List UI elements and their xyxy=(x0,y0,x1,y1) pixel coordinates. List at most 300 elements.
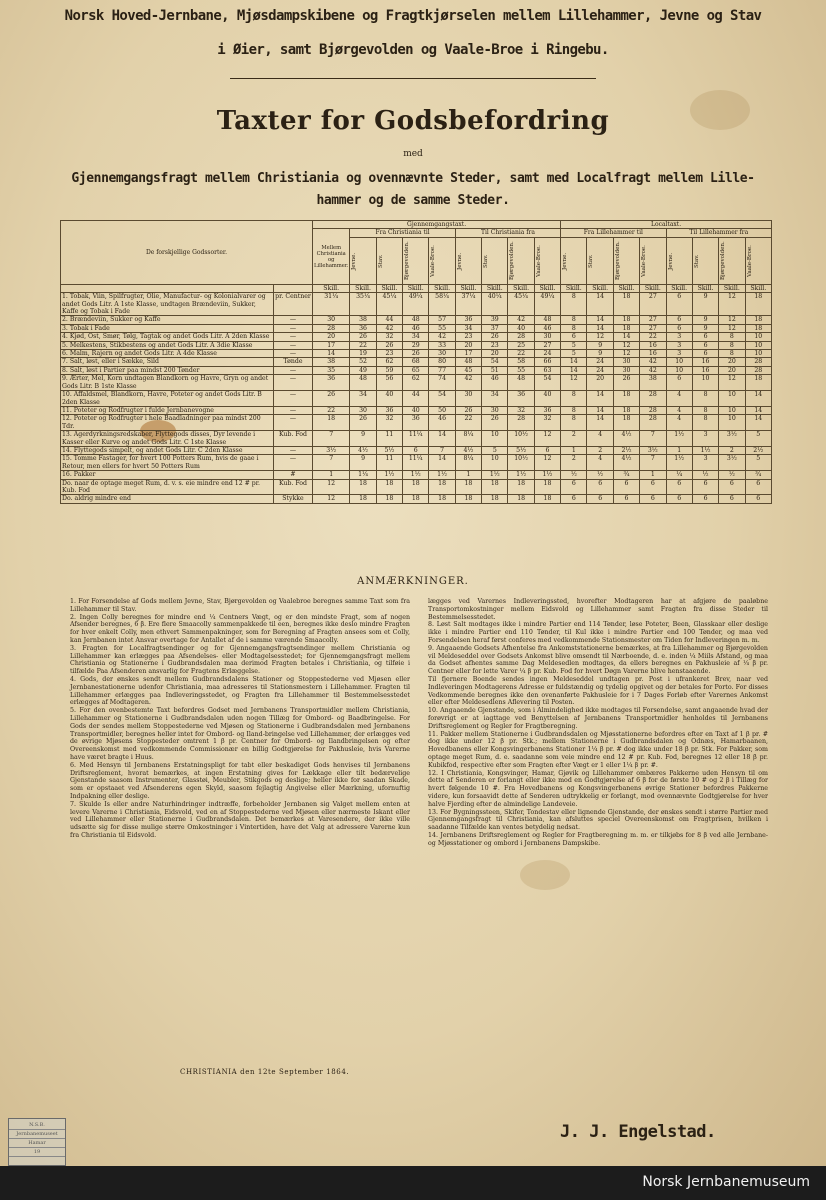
place-header xyxy=(429,237,455,284)
rate-cell: 6 xyxy=(692,341,718,349)
rate-cell: 24 xyxy=(587,358,613,366)
rate-cell: 18 xyxy=(534,479,560,495)
rate-cell: 9 xyxy=(587,350,613,358)
rate-cell: 14 xyxy=(587,415,613,431)
date-line: CHRISTIANIA den 12te September 1864. xyxy=(180,1068,350,1076)
place-label: Bjørgevolden. xyxy=(720,241,727,281)
header-line-1: Norsk Hoved-Jernbane, Mjøsdampskibene og Fragtkjørselen mellem Lillehammer, Jevne og Stav xyxy=(64,8,762,24)
remark-paragraph: 3. Fragten for Localfragtsendinger og for Gjennemgangsfragtsendinger mellem Christiania og Lillehammer kan erlægges paa Afsendelses- eller Modtagelsesstedet; for Gjennemgangsfragt mellem Christiania og Stationerne i Gudbrandsdalen maa derimod Fragten betales i Christiania, og tilføie i tilfælde Paa Afsenderen ansvarlig for Fragtens Erlæggelse. xyxy=(70,644,410,676)
rate-cell: 7 xyxy=(313,431,350,447)
rate-cell: 62 xyxy=(376,358,402,366)
rate-cell: 17 xyxy=(455,350,481,358)
rate-cell: 55 xyxy=(508,366,534,374)
rate-cell: 18 xyxy=(429,495,455,503)
rate-cell: 7 xyxy=(313,455,350,471)
goods-description: Do. aldrig mindre end xyxy=(61,495,274,503)
table-row xyxy=(61,341,772,349)
rate-cell: 6 xyxy=(745,495,771,503)
rate-cell: 8 xyxy=(561,391,587,407)
unit-cell: Skill. xyxy=(666,284,692,292)
rate-cell: 4 xyxy=(587,455,613,471)
rate-cell: 22 xyxy=(455,415,481,431)
rate-cell: 32 xyxy=(508,406,534,414)
rate-cell: 40 xyxy=(376,391,402,407)
rate-cell: 18 xyxy=(403,479,429,495)
rate-cell: 1½ xyxy=(403,471,429,479)
rate-cell: 48 xyxy=(350,375,376,391)
rate-cell: 39 xyxy=(482,316,508,324)
rate-cell: 4 xyxy=(666,406,692,414)
rate-cell: 38 xyxy=(313,358,350,366)
rate-cell: 16 xyxy=(692,358,718,366)
remark-paragraph: 5. For den ovenbestemte Taxt befordres Godset med Jernbanens Transportmidler mellem Christiania, Lillehammer og Stationerne i Gudbrandsdalen uden nogen Tillæg for Ombord- og Baadbringelse. For Gods der sendes mellem Stoppestederne ved Mjøsen og Stationerne i Gudbrandsdalen med Jernbanens Transportmidler, beregnes heller intet for Ombord- og Iland-bringelse ved Lillehammer, der erlægges ved de øvrige Mjøsens Stoppesteder omtrent 1 β pr. Centner for Ombord- og Ilandbringelsen og efter Overeenskomst med vedkommende Commissionær en billig Godtgjørelse for Pakhusleie, hvis Varerne have været bragte i Huus. xyxy=(70,707,410,761)
rate-cell: 8 xyxy=(692,406,718,414)
rate-cell: 45¼ xyxy=(508,293,534,316)
rate-cell: 14 xyxy=(587,391,613,407)
place-header xyxy=(508,237,534,284)
rate-cell: 18 xyxy=(745,316,771,324)
tariff-table xyxy=(60,220,772,504)
rate-cell: 10 xyxy=(482,455,508,471)
unit-cell: Skill. xyxy=(455,284,481,292)
table-row xyxy=(61,350,772,358)
rate-cell: 12 xyxy=(534,431,560,447)
remark-paragraph: 10. Angaaende Gjenstande, som i Almindelighed ikke modtages til Forsendelse, samt angaaende hvad der forøvrigt er at iagttage ved Benyttelsen af Jernbanens Transportmidler henholdes til Jernbanens Driftsreglement og Regler for Fragtberegning. xyxy=(428,707,768,730)
rate-cell: 1½ xyxy=(508,471,534,479)
goods-description: 3. Tobak i Fade xyxy=(61,324,274,332)
rate-cell: 22 xyxy=(313,406,350,414)
place-label: Jevne. xyxy=(456,252,463,270)
rate-cell: 9 xyxy=(350,431,376,447)
table-row xyxy=(61,431,772,447)
poster-title: Taxter for Godsbefordring xyxy=(216,106,610,136)
rate-cell: 46 xyxy=(534,324,560,332)
rate-cell: 34 xyxy=(482,391,508,407)
rate-cell: 5½ xyxy=(508,446,534,454)
rate-cell: 14 xyxy=(745,406,771,414)
rate-cell: 32 xyxy=(534,415,560,431)
rate-cell: 1 xyxy=(313,471,350,479)
goods-description: 15. Tomme Fastager, for hvert 100 Potters Rum, hvis de gaae i Retour, men ellers for hvert 50 Potters Rum xyxy=(61,455,274,471)
place-label: Stav. xyxy=(693,254,700,268)
rate-cell: 10 xyxy=(482,431,508,447)
rate-cell: 6 xyxy=(666,324,692,332)
rate-cell: 12 xyxy=(613,341,639,349)
rate-cell: 6 xyxy=(692,350,718,358)
rate-cell: 10 xyxy=(745,333,771,341)
rate-cell: 46 xyxy=(403,324,429,332)
rate-cell: 12 xyxy=(719,375,745,391)
rate-cell: 63 xyxy=(534,366,560,374)
rate-cell: ¾ xyxy=(613,471,639,479)
table-row xyxy=(61,479,772,495)
rate-cell: 5 xyxy=(561,350,587,358)
stain-mark xyxy=(520,860,570,890)
rate-cell: 26 xyxy=(350,415,376,431)
rate-cell: 12 xyxy=(613,350,639,358)
table-row xyxy=(61,293,772,316)
remark-paragraph: 4. Gods, der ønskes sendt mellem Gudbrandsdalens Stationer og Stoppestederne ved Mjøsen eller Jernbanestationerne udenfor Christiania, maa adresseres til Stationsmestern i Lillehammer. Fragten til Lillehammer erlægges paa Indleveringsstedet, og Fragten fra Lillehammer til Bestemmelsesstedet erlægges af Modtageren. xyxy=(70,675,410,707)
place-header xyxy=(719,237,745,284)
rate-cell: 29 xyxy=(403,341,429,349)
rate-cell: 59 xyxy=(376,366,402,374)
goods-description: 14. Flyttegods simpelt, og andet Gods Litr. C 2den Klasse xyxy=(61,446,274,454)
unit-cell: Skill. xyxy=(561,284,587,292)
table-row xyxy=(61,391,772,407)
place-header xyxy=(403,237,429,284)
table-row xyxy=(61,375,772,391)
stamp-line: 19 xyxy=(9,1148,65,1157)
rate-cell: 18 xyxy=(613,406,639,414)
rate-cell: 18 xyxy=(613,293,639,316)
rate-cell: 32 xyxy=(376,333,402,341)
place-header xyxy=(561,237,587,284)
rate-cell: 12 xyxy=(719,293,745,316)
rate-cell: ¾ xyxy=(745,471,771,479)
goods-unit: — xyxy=(274,333,313,341)
rate-cell: 1½ xyxy=(376,471,402,479)
rate-cell: 8 xyxy=(561,406,587,414)
rate-cell: 28 xyxy=(640,415,666,431)
unit-cell: Skill. xyxy=(313,284,350,292)
goods-unit: — xyxy=(274,415,313,431)
unit-cell: Skill. xyxy=(350,284,376,292)
rate-cell: 6 xyxy=(587,479,613,495)
rate-cell: 12 xyxy=(534,455,560,471)
rate-cell: 44 xyxy=(403,391,429,407)
rate-cell: 8 xyxy=(719,350,745,358)
rate-cell: 5 xyxy=(482,446,508,454)
rate-cell: 10½ xyxy=(508,455,534,471)
rate-cell: 36 xyxy=(455,316,481,324)
rate-cell: 26 xyxy=(403,350,429,358)
rate-cell: 40 xyxy=(508,324,534,332)
rate-cell: 49 xyxy=(350,366,376,374)
rate-cell: 26 xyxy=(376,341,402,349)
rate-cell: 74 xyxy=(429,375,455,391)
goods-description: 6. Malm, Rajern og andet Gods Litr. A 4de Klasse xyxy=(61,350,274,358)
rate-cell: 28 xyxy=(508,333,534,341)
med-word: med xyxy=(403,149,423,159)
stamp-line: Jernbanemuseet xyxy=(9,1130,65,1139)
rate-cell: 30 xyxy=(613,366,639,374)
rate-cell: 14 xyxy=(429,431,455,447)
rate-cell: 58¼ xyxy=(429,293,455,316)
rate-cell: 12 xyxy=(313,479,350,495)
rate-cell: 36 xyxy=(350,324,376,332)
rate-cell: 11 xyxy=(376,431,402,447)
rate-cell: 20 xyxy=(482,350,508,358)
rate-cell: 18 xyxy=(613,316,639,324)
rate-cell: 28 xyxy=(313,324,350,332)
place-label: Stav. xyxy=(588,254,595,268)
rate-cell: 9 xyxy=(692,324,718,332)
rate-cell: 14 xyxy=(745,391,771,407)
rate-cell: 1½ xyxy=(666,431,692,447)
rate-cell: 2 xyxy=(561,455,587,471)
rate-cell: 14 xyxy=(613,333,639,341)
rate-cell: 48 xyxy=(508,375,534,391)
rate-cell: 14 xyxy=(429,455,455,471)
remark-paragraph: 1. For Forsendelse af Gods mellem Jevne, Stav, Bjørgevolden og Vaalebroe beregnes samme Taxt som fra Lillehammer til Stav. xyxy=(70,598,410,613)
rate-cell: 4½ xyxy=(350,446,376,454)
rate-cell: 23 xyxy=(376,350,402,358)
rate-cell: 27 xyxy=(534,341,560,349)
rate-cell: 36 xyxy=(313,375,350,391)
rate-cell: 57 xyxy=(429,316,455,324)
museum-stamp xyxy=(8,1118,66,1166)
place-label: Vaale-Broe. xyxy=(746,244,753,277)
rate-cell: 3½ xyxy=(719,431,745,447)
rate-cell: 28 xyxy=(745,366,771,374)
goods-description: 12. Poteter og Rodfrugter i hele Baadladninger paa mindst 200 Tdr. xyxy=(61,415,274,431)
rate-cell: 14 xyxy=(587,316,613,324)
rate-cell: 54 xyxy=(429,391,455,407)
rate-cell: 30 xyxy=(350,406,376,414)
rate-cell: 7 xyxy=(429,446,455,454)
rate-cell: 30 xyxy=(613,358,639,366)
rate-cell: 6 xyxy=(561,479,587,495)
rate-cell: 10 xyxy=(719,391,745,407)
rate-cell: 6 xyxy=(534,446,560,454)
rate-cell: 38 xyxy=(640,375,666,391)
remarks-left-column xyxy=(70,598,410,840)
rate-cell: 6 xyxy=(666,316,692,324)
rate-cell: 44 xyxy=(376,316,402,324)
rate-cell: 26 xyxy=(455,406,481,414)
rate-cell: 18 xyxy=(376,479,402,495)
signature: J. J. Engelstad. xyxy=(560,1122,716,1142)
rate-cell: 6 xyxy=(666,479,692,495)
rate-cell: 42 xyxy=(429,333,455,341)
rate-cell: 54 xyxy=(534,375,560,391)
rate-cell: 6 xyxy=(745,479,771,495)
rate-cell: 35¼ xyxy=(350,293,376,316)
rate-cell: 18 xyxy=(745,324,771,332)
rate-cell: 14 xyxy=(561,358,587,366)
remark-paragraph: 14. Jernbanens Driftsreglement og Regler for Fragtberegning m. m. er tilkjøbs for 8 β ved alle Jernbane- og Mjøsstationer og ombord i Jernbanens Dampskibe. xyxy=(428,831,768,847)
rate-cell: 11¼ xyxy=(403,455,429,471)
goods-unit: — xyxy=(274,391,313,407)
rate-cell: 52 xyxy=(350,358,376,366)
rate-cell: 18 xyxy=(429,479,455,495)
table-row xyxy=(61,324,772,332)
remark-paragraph: Til fjernere Boende sendes ingen Meldeseddel undtagen pr. Post i ufrankeret Brev, naar ved Indleveringen Modtagerens Adresse er fuldstændig og tydelig opgivet og der betales for Porto. For disses Vedkommende beregnes ikke den ovenanførte Pakhusleie for i 7 Dages Forløb efter Varernes Ankomst eller efter Meldesedlens Aflevering til Posten. xyxy=(428,675,768,707)
unit-cell: Skill. xyxy=(376,284,402,292)
goods-description: 10. Affaldsmel, Blandkorn, Havre, Poteter og andet Gods Litr. B 2den Klasse xyxy=(61,391,274,407)
rate-cell: 24 xyxy=(587,366,613,374)
rate-cell: 8 xyxy=(719,341,745,349)
rate-cell: 1½ xyxy=(429,471,455,479)
rate-cell: 28 xyxy=(745,358,771,366)
rate-cell: 54 xyxy=(482,358,508,366)
remark-paragraph: 6. Med Hensyn til Jernbanens Erstatningspligt for tabt eller beskadiget Gods henvises til Jernbanens Driftsreglement, hvorat bemærkes, at ingen Erstatning gives for Lækkage eller tilt bedærvelige Gjenstande saasom Instrumenter, Glasstøi, Meubler, Stikgods og deslige; heller ikke for saadan Skade, som er opstaaet ved Afsenderens egen Skyld, saasom fejlagtig Angivelse eller Mærkning, ufornuftig Indpakning eller deslige. xyxy=(70,761,410,800)
rate-cell: 18 xyxy=(613,391,639,407)
rate-cell: 18 xyxy=(613,415,639,431)
goods-unit: — xyxy=(274,446,313,454)
rate-cell: 20 xyxy=(719,366,745,374)
rate-cell: 4½ xyxy=(613,455,639,471)
rate-cell: 38 xyxy=(350,316,376,324)
rate-cell: 26 xyxy=(482,333,508,341)
rate-cell: 8 xyxy=(692,391,718,407)
rate-cell: 26 xyxy=(482,415,508,431)
rate-cell: ½ xyxy=(561,471,587,479)
rate-cell: 45 xyxy=(455,366,481,374)
rate-cell: 8 xyxy=(561,316,587,324)
rate-cell: 3 xyxy=(666,333,692,341)
rate-cell: 28 xyxy=(640,406,666,414)
unit-cell: Skill. xyxy=(587,284,613,292)
rate-cell: 14 xyxy=(587,293,613,316)
rate-cell: 37 xyxy=(482,324,508,332)
rate-cell: ½ xyxy=(719,471,745,479)
rate-cell: 1½ xyxy=(666,455,692,471)
rate-cell: 28 xyxy=(508,415,534,431)
rate-cell: 14 xyxy=(313,350,350,358)
rate-cell: 30 xyxy=(534,333,560,341)
rate-cell: 16 xyxy=(692,366,718,374)
rate-cell: 34 xyxy=(350,391,376,407)
rate-cell: 5 xyxy=(745,431,771,447)
rate-cell: 6 xyxy=(692,479,718,495)
goods-description: Do. naar de optage meget Rum, d. v. s. eie mindre end 12 # pr. Kub. Fod xyxy=(61,479,274,495)
rate-cell: 5½ xyxy=(376,446,402,454)
place-header xyxy=(666,237,692,284)
rate-cell: 1½ xyxy=(534,471,560,479)
rate-cell: 2½ xyxy=(613,446,639,454)
from-lillehammer-header: Fra Lillehammer til xyxy=(561,229,666,237)
divider xyxy=(230,78,596,79)
unit-cell: Skill. xyxy=(692,284,718,292)
goods-description: 13. Agerdyrkningsredskaber, Flyttegods disses, Dyr levende i Kasser eller Kurve og andet Gods Litr. C 1ste Klasse xyxy=(61,431,274,447)
rate-cell: 55 xyxy=(429,324,455,332)
rate-cell: 26 xyxy=(313,391,350,407)
rate-cell: 18 xyxy=(376,495,402,503)
remark-paragraph: 11. Pakker mellem Stationerne i Gudbrandsdalen og Mjøsstationerne befordres efter en Taxt af 1 β pr. # dog ikke under 12 β pr. Stk.; mellem Stationerne i Gudbrandsdalen og Odnæs, Hamarbaanen, Hovedbanens eller Kongsvingerbanens Stationer 1¼ β pr. # dog ikke under 18 β pr. Stk. For Pakker, som optage meget Rum, d. e. saadanne som veie mindre end 12 # pr. Kub. Fod, beregnes 12 eller 18 β pr. Kubikfod, respective efter som Fragten efter Vægt er 1 eller 1¼ β pr. #. xyxy=(428,730,768,769)
place-header xyxy=(640,237,666,284)
rate-cell: 42 xyxy=(640,366,666,374)
rate-cell: 62 xyxy=(403,375,429,391)
rate-cell: 49¼ xyxy=(534,293,560,316)
rate-cell: 14 xyxy=(587,406,613,414)
rate-cell: 18 xyxy=(534,495,560,503)
rate-cell: 12 xyxy=(313,495,350,503)
rate-cell: ½ xyxy=(587,471,613,479)
goods-unit: pr. Centner xyxy=(274,293,313,316)
rate-cell: 18 xyxy=(403,495,429,503)
rate-cell: 51 xyxy=(482,366,508,374)
to-lillehammer-header: Til Lillehammer fra xyxy=(666,229,771,237)
goods-unit: Stykke xyxy=(274,495,313,503)
unit-cell: Skill. xyxy=(429,284,455,292)
rate-cell: 28 xyxy=(640,391,666,407)
rate-cell: 48 xyxy=(455,358,481,366)
rate-cell: 12 xyxy=(719,316,745,324)
rate-cell: 6 xyxy=(692,495,718,503)
rate-cell: 11¼ xyxy=(403,431,429,447)
rate-cell: 8 xyxy=(561,324,587,332)
table-row xyxy=(61,358,772,366)
rate-cell: 18 xyxy=(508,495,534,503)
rate-cell: 8 xyxy=(561,293,587,316)
rate-cell: 1 xyxy=(640,471,666,479)
rate-cell: 20 xyxy=(455,341,481,349)
subtitle-line-2: hammer og de samme Steder. xyxy=(316,193,510,208)
rate-cell: 40¼ xyxy=(482,293,508,316)
rate-cell: 10 xyxy=(666,366,692,374)
rate-cell: 12 xyxy=(587,333,613,341)
unit-cell: Skill. xyxy=(613,284,639,292)
rate-cell: 18 xyxy=(455,479,481,495)
unit-cell: Skill. xyxy=(482,284,508,292)
rate-cell: 27 xyxy=(640,316,666,324)
rate-cell: 18 xyxy=(482,495,508,503)
rate-cell: 20 xyxy=(313,333,350,341)
rate-cell: 11 xyxy=(376,455,402,471)
rate-cell: 4 xyxy=(666,415,692,431)
rate-cell: 1 xyxy=(455,471,481,479)
goods-description: 4. Kjød, Ost, Smør, Tølg, Tagtak og andet Gods Litr. A 2den Klasse xyxy=(61,333,274,341)
goods-unit: — xyxy=(274,324,313,332)
goods-description: 2. Brændeviin, Sukker og Kaffe xyxy=(61,316,274,324)
rate-cell: 58 xyxy=(508,358,534,366)
rate-cell: 50 xyxy=(429,406,455,414)
rate-cell: 18 xyxy=(455,495,481,503)
rate-cell: 10½ xyxy=(508,431,534,447)
rate-cell: 3 xyxy=(666,341,692,349)
remarks-title: ANMÆRKNINGER. xyxy=(357,576,469,587)
place-label: Vaale-Broe. xyxy=(641,244,648,277)
rate-cell: 18 xyxy=(482,479,508,495)
rate-cell: 56 xyxy=(376,375,402,391)
rate-cell: 18 xyxy=(350,495,376,503)
rate-cell: 10 xyxy=(719,406,745,414)
rate-cell: 40 xyxy=(403,406,429,414)
rate-cell: 1 xyxy=(561,446,587,454)
table-row xyxy=(61,471,772,479)
goods-unit: — xyxy=(274,455,313,471)
unit-cell: Skill. xyxy=(745,284,771,292)
table-row xyxy=(61,406,772,414)
goods-description: 5. Melkestens, Stikbestens og andet Gods Litr. A 3die Klasse xyxy=(61,341,274,349)
rate-cell: 30 xyxy=(482,406,508,414)
rate-cell: 3½ xyxy=(640,446,666,454)
table-row xyxy=(61,455,772,471)
goods-unit: — xyxy=(274,375,313,391)
place-header xyxy=(482,237,508,284)
stamp-line: N.S.B. xyxy=(9,1121,65,1130)
place-label: Jevne. xyxy=(562,252,569,270)
goods-unit: Kub. Fod xyxy=(274,431,313,447)
rate-cell: 34 xyxy=(455,324,481,332)
subtitle-line-1: Gjennemgangsfragt mellem Christiania og ovennævnte Steder, samt med Localfragt mellem Lille- xyxy=(71,171,755,186)
rate-cell: 6 xyxy=(613,495,639,503)
rate-cell: 36 xyxy=(508,391,534,407)
unit-cell: Skill. xyxy=(640,284,666,292)
rate-cell: 36 xyxy=(376,406,402,414)
rate-cell: 37¼ xyxy=(455,293,481,316)
rate-cell: 9 xyxy=(587,341,613,349)
rate-cell: 36 xyxy=(403,415,429,431)
table-row xyxy=(61,495,772,503)
rate-cell: 27 xyxy=(640,324,666,332)
rate-cell: 36 xyxy=(534,406,560,414)
place-label: Bjørgevolden. xyxy=(614,241,621,281)
rate-cell: 7 xyxy=(640,455,666,471)
rate-cell: 8 xyxy=(692,415,718,431)
rate-cell: 14 xyxy=(745,415,771,431)
